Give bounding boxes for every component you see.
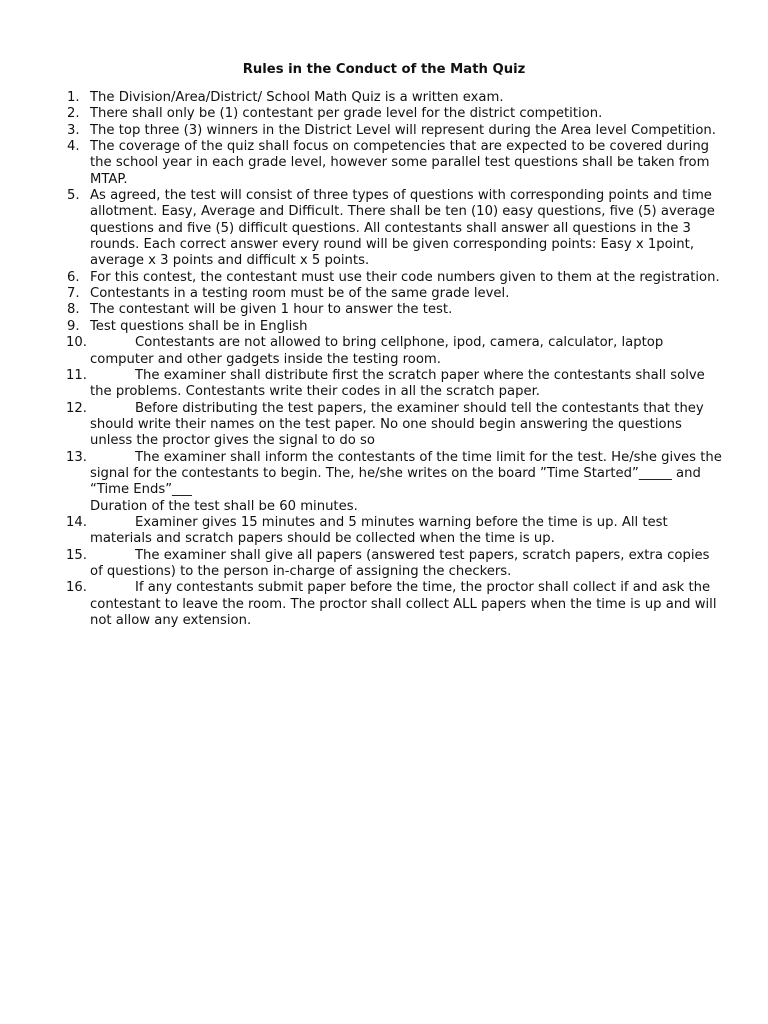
rule-text: As agreed, the test will consist of three types of questions with corresponding points and time allotment. Easy, Average and Difficult. There shall be ten (10) easy questions, five (5) average questions and five (5) difficult questions. All contestants shall answer all questions in the 3 rounds. Each correct answer every round will be given corresponding points: Easy x 1point, average x 3 points and difficult x 5 points. (90, 188, 715, 269)
rules-list (0, 90, 768, 629)
rule-text: The examiner shall inform the contestants of the time limit for the test. He/she gives the signal for the contestants to begin. The, he/she writes on the board ”Time Started”_____ and “Time Ends”___ (90, 449, 722, 498)
rule-number: 10. (66, 335, 87, 351)
rule-text: The examiner shall give all papers (answered test papers, scratch papers, extra copies of questions) to the person in-charge of assigning the checkers. (90, 547, 710, 579)
rule-item (67, 286, 724, 302)
rule-text: Before distributing the test papers, the examiner should tell the contestants that they should write their names on the test paper. No one should begin answering the questions unless the proctor gives the signal to do so (90, 400, 704, 449)
rule-number: 11. (66, 367, 87, 383)
rule-item (67, 269, 724, 286)
rule-text: The coverage of the quiz shall focus on competencies that are expected to be covered during the school year in each grade level, however some parallel test questions shall be taken from MTAP. (90, 139, 710, 187)
rule-number: 3. (67, 122, 80, 138)
document-title: Rules in the Conduct of the Math Quiz (242, 62, 526, 77)
rule-text: The contestant will be given 1 hour to answer the test. (90, 302, 453, 318)
rule-text: The Division/Area/District/ School Math Quiz is a written exam. (90, 90, 504, 105)
rule-number: 12. (66, 400, 87, 416)
rule-item (67, 302, 724, 318)
rule-item (66, 400, 724, 450)
rule-number: 8. (67, 302, 80, 318)
rule-number: 15. (66, 547, 87, 563)
rule-extra-text: Duration of the test shall be 60 minutes. (90, 498, 358, 514)
rule-number: 5. (67, 188, 80, 204)
rule-number: 6. (67, 269, 80, 285)
rule-number: 1. (67, 90, 80, 105)
rule-item (67, 188, 724, 270)
rule-number: 7. (67, 286, 80, 302)
rule-number: 2. (67, 106, 80, 122)
rule-item (66, 367, 724, 401)
rule-text: Contestants in a testing room must be of the same grade level. (90, 286, 510, 302)
rule-item (67, 318, 724, 335)
rule-number: 9. (67, 318, 80, 334)
rule-number: 4. (67, 139, 80, 155)
rule-item (66, 514, 724, 548)
rule-item (66, 449, 724, 515)
rule-item (67, 122, 724, 139)
rule-item (66, 547, 724, 581)
rule-item (67, 90, 724, 106)
rule-text: Examiner gives 15 minutes and 5 minutes warning before the time is up. All test materials and scratch papers should be collected when the time is up. (90, 514, 668, 547)
rule-text: There shall only be (1) contestant per grade level for the district competition. (90, 106, 603, 122)
rule-number: 16. (66, 580, 87, 596)
rule-text: Contestants are not allowed to bring cellphone, ipod, camera, calculator, laptop computer and other gadgets inside the testing room. (90, 335, 664, 367)
rule-text: The top three (3) winners in the District Level will represent during the Area level Competition. (90, 122, 716, 138)
rule-text: For this contest, the contestant must use their code numbers given to them at the registration. (90, 269, 720, 285)
rule-item (66, 335, 724, 368)
rule-item (67, 139, 724, 188)
rule-number: 13. (66, 449, 87, 465)
rule-item (67, 106, 724, 122)
rule-item (66, 580, 724, 629)
rule-number: 14. (66, 514, 87, 530)
rule-text: The examiner shall distribute first the scratch paper where the contestants shall solve the problems. Contestants write their codes in all the scratch paper. (90, 367, 705, 400)
rule-text: Test questions shall be in English (90, 318, 308, 334)
rule-text: If any contestants submit paper before the time, the proctor shall collect if and ask the contestant to leave the room. The proctor shall collect ALL papers when the time is up and will not allow any extension. (90, 580, 717, 628)
